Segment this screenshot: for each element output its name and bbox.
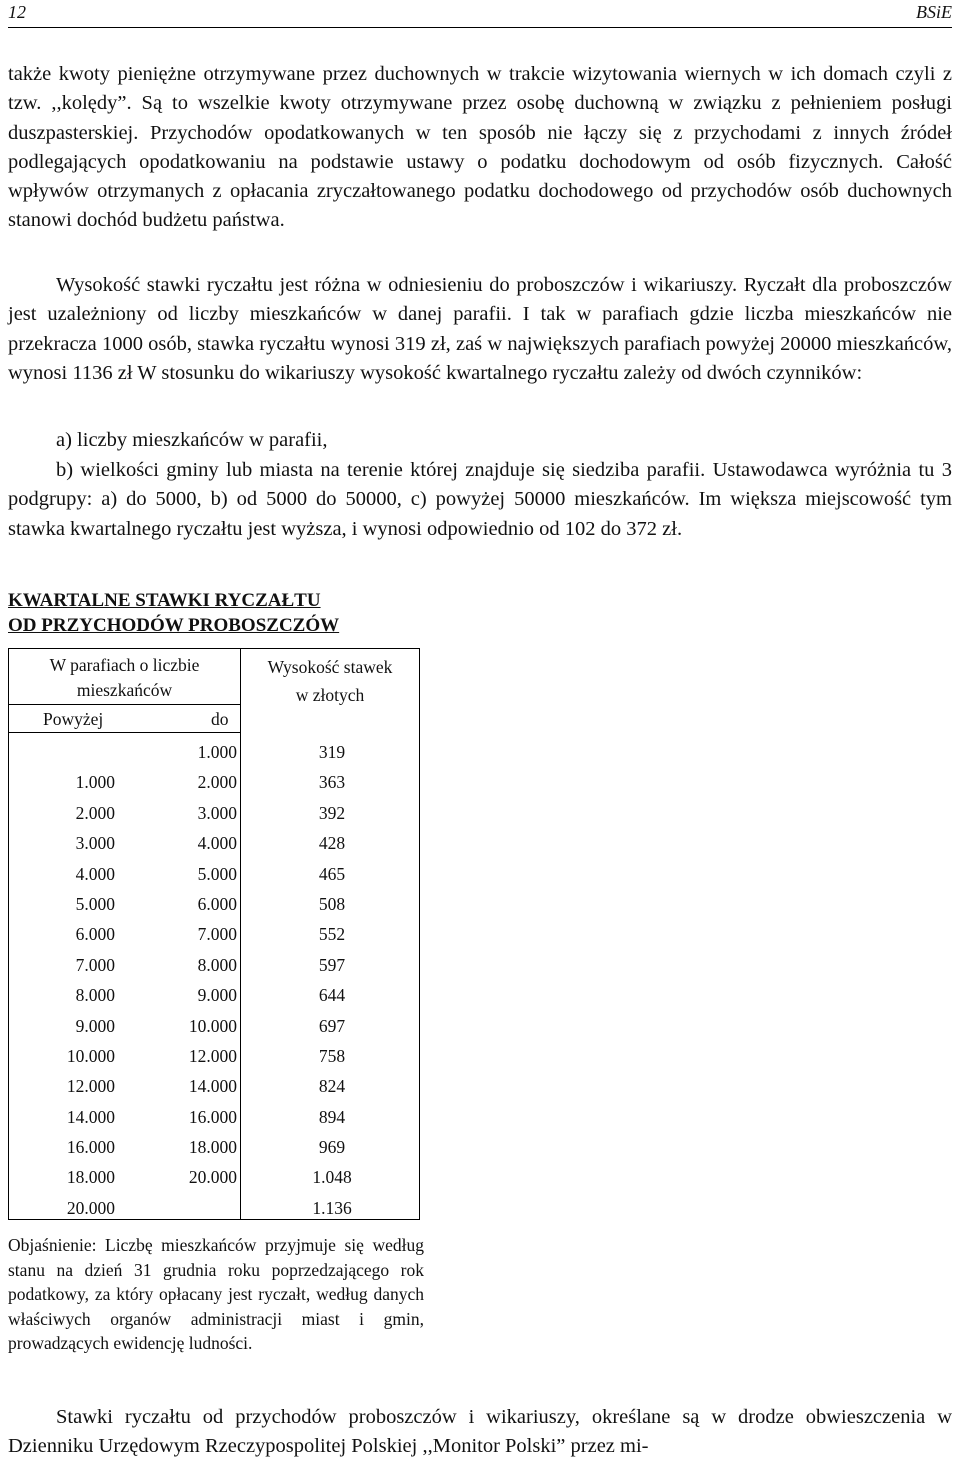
table-row [9, 798, 419, 828]
cell-rate: 465 [318, 863, 346, 884]
cell-to: 4.000 [197, 833, 237, 854]
header-rate: Wysokość stawek w złotych [267, 657, 393, 705]
paragraph-3: b) wielkości gminy lub miasta na terenie której znajduje się siedziba parafii. Ustawodawca wyróżnia tu 3 podgrupy: a) do 5000, b) od 5000 do 50000, c) powyżej 50000 mieszkańców. Im większa miejscowość tym stawka kwartalnego ryczałtu jest wyższa, i wynosi odpowiednio od 102 do 372 zł. [8, 459, 952, 540]
list-item-a: a) liczby mieszkańców w parafii, [56, 429, 328, 451]
table-subheader-divider [9, 732, 241, 733]
cell-rate: 428 [318, 833, 346, 854]
cell-rate: 824 [318, 1076, 346, 1097]
cell-to: 1.000 [197, 742, 237, 762]
cell-rate: 1.136 [312, 1197, 352, 1218]
cell-to: 3.000 [197, 802, 237, 823]
table-title [8, 588, 339, 638]
cell-from: 3.000 [75, 833, 115, 854]
table-row [9, 828, 419, 858]
cell-from: 20.000 [66, 1197, 115, 1218]
cell-from: 8.000 [75, 985, 115, 1006]
cell-rate: 969 [318, 1137, 346, 1158]
paragraph-4: Stawki ryczałtu od przychodów proboszczów i wikariuszy, określane są w drodze obwieszczenia w Dzienniku Urzędowym Rzeczypospolitej Polskiej ,,Monitor Polski” przez mi- [8, 1406, 952, 1458]
cell-rate: 552 [318, 924, 346, 945]
table-row [9, 950, 419, 980]
cell-to: 16.000 [188, 1106, 237, 1127]
cell-to: 20.000 [188, 1167, 237, 1188]
cell-to: 6.000 [197, 893, 237, 914]
table-row [9, 1102, 419, 1132]
cell-rate: 363 [318, 772, 346, 793]
table-row [9, 1011, 419, 1041]
header-from: Powyżej [43, 709, 104, 729]
header-population: W parafiach o liczbie mieszkańców [49, 655, 200, 700]
table-row [9, 859, 419, 889]
cell-to: 9.000 [197, 985, 237, 1006]
cell-rate: 894 [318, 1106, 346, 1127]
header-rule [8, 27, 952, 28]
cell-to: 7.000 [197, 924, 237, 945]
rates-table [8, 648, 420, 1220]
cell-from: 12.000 [66, 1076, 115, 1097]
table-row [9, 889, 419, 919]
table-row [9, 767, 419, 797]
journal-title: BSiE [916, 2, 952, 22]
cell-rate: 319 [318, 742, 346, 762]
table-header-divider [9, 704, 241, 705]
cell-rate: 392 [318, 802, 346, 823]
cell-from: 10.000 [66, 1045, 115, 1066]
table-row [9, 1162, 419, 1192]
cell-to: 18.000 [188, 1137, 237, 1158]
page-header [8, 2, 952, 24]
table-row [9, 919, 419, 949]
cell-from: 18.000 [66, 1167, 115, 1188]
cell-from: 1.000 [75, 772, 115, 793]
cell-from: 16.000 [66, 1137, 115, 1158]
page-number: 12 [8, 2, 26, 22]
table-body [9, 737, 419, 1223]
table-row [9, 980, 419, 1010]
cell-rate: 508 [318, 893, 346, 914]
paragraph-1: także kwoty pieniężne otrzymywane przez duchownych w trakcie wizytowania wiernych w ich domach czyli z tzw. ,,kolędy”. Są to wszelkie kwoty otrzymywane przez osobę duchowną w związku z pełnieniem posługi duszpasterskiej. Przychodów opodatkowanych w ten sposób nie łączy się z przychodami z innych źródeł podlegających opodatkowaniu na podstawie ustawy o podatku dochodowym od osób fizycznych. Całość wpływów otrzymanych z opłacania zryczałtowanego podatku dochodowego od przychodów osób duchownych stanowi dochód budżetu państwa. [8, 63, 952, 232]
table-row [9, 1041, 419, 1071]
cell-to: 8.000 [197, 954, 237, 975]
cell-from: 2.000 [75, 802, 115, 823]
cell-rate: 758 [318, 1045, 346, 1066]
table-row [9, 1193, 419, 1223]
table-row [9, 737, 419, 767]
header-to: do [211, 709, 229, 729]
cell-rate: 697 [318, 1015, 346, 1036]
cell-from: 7.000 [75, 954, 115, 975]
cell-to: 2.000 [197, 772, 237, 793]
table-row [9, 1071, 419, 1101]
cell-to: 5.000 [197, 863, 237, 884]
cell-from: 4.000 [75, 863, 115, 884]
cell-to: 14.000 [188, 1076, 237, 1097]
cell-from: 14.000 [66, 1106, 115, 1127]
cell-to: 12.000 [188, 1045, 237, 1066]
cell-from: 5.000 [75, 893, 115, 914]
paragraph-2: Wysokość stawki ryczałtu jest różna w odniesieniu do proboszczów i wikariuszy. Ryczałt dla proboszczów jest uzależniony od liczby mieszkańców w danej parafii. I tak w parafiach gdzie liczba mieszkańców nie przekracza 1000 osób, stawka ryczałtu wynosi 319 zł, zaś w największych parafiach powyżej 20000 mieszkańców, wynosi 1136 zł W stosunku do wikariuszy wysokość kwartalnego ryczałtu zależy od dwóch czynników: [8, 274, 952, 384]
cell-to: 10.000 [188, 1015, 237, 1036]
cell-rate: 1.048 [312, 1167, 352, 1188]
cell-rate: 644 [318, 985, 346, 1006]
table-title-line-2: OD PRZYCHODÓW PROBOSZCZÓW [8, 615, 340, 636]
cell-rate: 597 [318, 954, 346, 975]
cell-from: 6.000 [75, 924, 115, 945]
table-row [9, 1132, 419, 1162]
cell-from: 9.000 [75, 1015, 115, 1036]
table-note: Objaśnienie: Liczbę mieszkańców przyjmuje się według stanu na dzień 31 grudnia roku poprzedzającego rok podatkowy, za który opłacany jest ryczałt, według danych właściwych organów administracji miast i gmin, prowadzących ewidencję ludności. [8, 1235, 424, 1353]
table-title-line-1: KWARTALNE STAWKI RYCZAŁTU [8, 590, 321, 611]
